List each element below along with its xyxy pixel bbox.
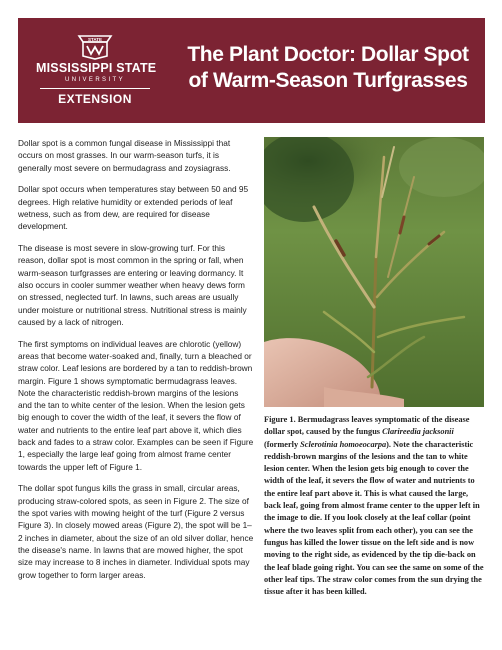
title-line-2: of Warm-Season Turfgrasses <box>188 69 468 92</box>
body-text <box>18 137 254 590</box>
msu-seal-icon <box>73 34 117 60</box>
logo-extension-word: EXTENSION <box>58 92 132 106</box>
paragraph-symptoms: The first symptoms on individual leaves are chlorotic (yellow) areas that become water-soaked and, finally, turn a bleached or straw color. Leaf lesions are bordered by a tan to reddish-brown margin. Figure 1 shows symptomatic bermudagrass leaves. Note the characteristic reddish-brown margins of the lesions and the tan to white center of the lesion. When the lesion gets big enough to cover the width of the leaf, it severs the flow of water and nutrients to the entire leaf part above it, which dies back and fades to a straw color. Examples can be seen if Figure 1, especially the large leaf going from almost frame center towards the upper left of Figure 1. <box>18 338 254 472</box>
seal-text: STATE <box>87 37 103 42</box>
paragraph-conditions: Dollar spot occurs when temperatures stay between 50 and 95 degrees. High relative humidity or extended periods of leaf wetness, such as from dew, are required for disease development. <box>18 184 249 232</box>
caption-species-2: Sclerotinia homoeocarpa <box>300 439 387 449</box>
figure-1-caption <box>264 414 486 598</box>
logo-university-name: MISSISSIPPI STATE <box>36 61 157 75</box>
grass-blades-image <box>264 137 484 407</box>
extension-logo[interactable] <box>36 34 157 112</box>
caption-text-2: (formerly <box>264 439 301 449</box>
title-line-1: The Plant Doctor: Dollar Spot <box>187 43 469 66</box>
header-banner <box>18 18 485 123</box>
caption-species-1: Clarireedia jacksonii <box>382 427 454 437</box>
header <box>0 0 502 123</box>
paragraph-spots: The dollar spot fungus kills the grass in small, circular areas, producing straw-colored spots, as seen in Figure 2. The size of the spot varies with mowing height of the turf (Figure 2 versus Figure 3). In closely mowed areas (Figure 2), the spot will be 1–2 inches in diameter, about the size of an old silver dollar, hence the disease's name. In lawns that are mowed higher, the spot size may increase to 8 inches in diameter. Individual spots may grow together to form larger areas. <box>18 483 254 580</box>
logo-divider <box>40 88 150 89</box>
paragraph-intro: Dollar spot is a common fungal disease in Mississippi that occurs on most grasses. In our warm-season turfs, it is generally most severe on bermudagrass and zoysiagrass. <box>18 138 231 173</box>
figure-1-photo <box>264 137 484 407</box>
logo-university-word: UNIVERSITY <box>64 77 125 83</box>
caption-text-3: ). Note the characteristic reddish-brown margins of the lesions and the tan to white lesion center. When the lesion gets big enough to cover the width of the leaf, it severs the flow of water and nutrients to the entire leaf part above it. This is what caused the large, back leaf, going from almost frame center to the upper left in the image to die. If you look closely at the leaf collar (point where the two leaves split from each other), you can see the fungus has killed the lower tissue on the left side and is now moving to the right side, as evidenced by the tip die-back on the leaf blade going right. You can see the same on some of the other leaf tips. The straw color comes from the sun drying the tissue after it has been killed. <box>264 439 484 597</box>
page-title <box>178 42 478 94</box>
caption-text-1: Figure 1. Bermudagrass leaves symptomatic of the disease dollar spot, caused by the fungus <box>264 415 470 437</box>
paragraph-severity: The disease is most severe in slow-growing turf. For this reason, dollar spot is most common in the spring or fall, when warm-season turfgrasses are entering or leaving dormancy. It also occurs in cooler summer weather when heavy dews form on stressed, neglected turf. In lawns, such areas are usually under moisture or nutritional stress. Nutritional stress is mainly caused by a lack of nitrogen. <box>18 243 247 327</box>
